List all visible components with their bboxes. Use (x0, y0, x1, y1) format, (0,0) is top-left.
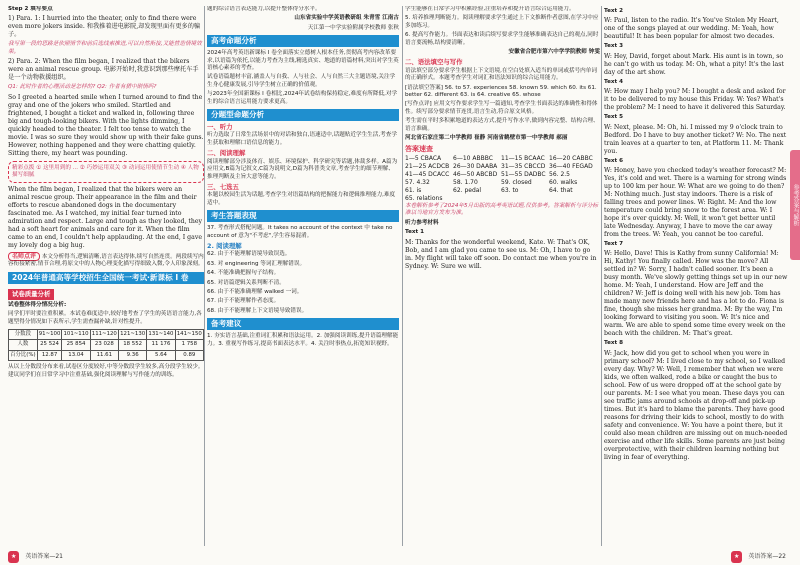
para-1: 2024年高考英语新课标 I 卷全面落实立德树人根本任务,贯彻高考内容改革要求,以语篇为依托,以能力考查为主线,精选真实、地道的语篇材料,突出对学生英语核心素养的考查。 (207, 50, 399, 72)
list-item: 65. 对语篇逻辑关系判断不清。 (207, 279, 285, 286)
exam-subtitle: 试卷质量分析 (8, 289, 54, 300)
exam-title: 2024年普通高等学校招生全国统一考试·新课标 I 卷 (8, 272, 204, 284)
banner-performance: 考生答题表现 (207, 210, 399, 222)
text-6-heading: Text 6 (604, 157, 623, 164)
answer-item: 63. to (501, 186, 519, 194)
text-8-heading: Text 8 (604, 340, 623, 347)
comment-tag: 名师点评 (8, 252, 40, 261)
text-8: W: Jack, how did you get to school when you were in primary school? M: I lived close to my school, so I walked every day. Why? W: Well, I remember that when we were kids, we often walked, rode a bike or caught the bus to school. Few of us were dropped off at the school gate by our parents. M: I see what you mean. These days you can see traffic jams around schools at drop-off and pick-up times. But it's hard to blame the parents. They have good reasons for driving their kids to school, mostly to do with safety and convenience. W: You have a point there, but it could also mean children are missing out on much-needed exercise and other life skills. Some parents are just being overprotective, with their children learning nothing but living in fear of everything. (604, 349, 788, 461)
text-5-heading: Text 5 (604, 114, 623, 121)
answer-item: 31—35 CBCCD (501, 162, 546, 170)
para-4: 语法填空部分要求学生根据上下文语境,在空白处填入适当的单词或括号内单词的正确形式。本题考查学生对词汇和语法知识的综合运用能力。 (405, 67, 597, 82)
qi-text: 本题以校园生活为话题,考查学生对语篇结构的把握能力和逻辑推理能力,难度适中。 (207, 192, 396, 206)
answers-note: 本卷解析参考了2024年5月出版的高考英语试题,仅供参考。答案解析与评分标准以当地官方发布为准。 (405, 202, 598, 217)
table-cell: 9.36 (118, 350, 146, 360)
para-2: 试卷语篇题材丰富,涵盖人与自我、人与社会、人与自然三大主题语境,关注学生身心健康发展,引导学生树立正确的价值观。 (207, 74, 396, 88)
table-cell: 11.61 (90, 350, 118, 360)
footer-left (8, 551, 63, 563)
text-4: W: How may I help you? M: I bought a desk and asked for it to be delivered to my house this Friday. W: Yes? What's the problem? M: I need to have it delivered this Saturday. (604, 88, 786, 112)
text-7: W: Hello, Dave! This is Kathy from sunny California! M: Hi, Kathy! You finally called. How was the move? All settled in? W: Sorry, I hadn't called sooner. It's been a busy month. We've slowly getting things set up in our new home. M: Yeah, I understand. How are Jeff and the children? W: Jeff is doing well with his new job. Tom has made many new friends here and has a lot to do. Fiona is fine, though she misses her grandma. M: By the way, I'm looking forward to visiting you soon. W: It's nice and warm. We are able to spend some time every week on the beach with the children. M: That's great. (604, 250, 788, 338)
answer-item: 11—15 BCAAC (501, 154, 545, 162)
analysis-heading: 试卷整体得分情况分析: (8, 301, 67, 308)
table-cell: 121~130 (118, 330, 146, 340)
sub-heading: 二、语法填空与写作 (405, 58, 463, 67)
answer-item: 41—45 DCACC (405, 170, 450, 178)
table-cell: 101~110 (62, 330, 90, 340)
qi-heading: 三、七选五 (207, 182, 239, 191)
table-cell: 25 854 (62, 340, 90, 350)
table-cell: 18 552 (118, 340, 146, 350)
footer-right (731, 551, 786, 563)
table-cell: 111~120 (90, 330, 118, 340)
page-number-left: 英语答案—21 (25, 553, 63, 560)
answers-heading: 答案速查 (405, 144, 433, 153)
answer-item: 56. 2.5 (549, 170, 570, 178)
text-7-heading: Text 7 (604, 241, 623, 248)
logo-icon: ★ (731, 551, 742, 563)
list-item: 67. 由于不能理解作者态度。 (207, 298, 280, 305)
answer-item: 6—10 ABBBC (453, 154, 493, 162)
note-box (8, 161, 204, 183)
advice-text: 1. 夯实语言基础,注重词汇积累和语法运用。2. 加强阅读训练,提升语篇理解能力。3. 重视写作练习,提高书面表达水平。4. 关注时事热点,拓宽知识视野。 (207, 333, 399, 347)
banner-exam-analysis: 高考命题分析 (207, 35, 399, 47)
text-1: M: Thanks for the wonderful weekend, Kate. W: That's OK, Bob, and I am glad you came to see us. M: Oh, I have to go in. My flight will take off soon. Do contact me when you're in Sydney. W: Sure we will. (405, 238, 597, 270)
answer-item: 58. 1.70 (453, 178, 478, 186)
answer-item: 65. relations (405, 194, 443, 202)
tip-1: 我写第一段的思路是依照情节和前后选线索推进,可以自然衔接,又能营造情境效果。 (8, 41, 202, 55)
table-cell: 13.04 (62, 350, 90, 360)
table-cell: 人数 (9, 340, 38, 350)
table-cell: 25 524 (37, 340, 62, 350)
list-item: 66. 由于不能准确理解 walked 一词。 (207, 288, 303, 295)
passage-tip-2: 2) Para. 2: When the film began, I realized that the bikers were an animal rescue group. 电影开始时,我意识到那些摩托车手是一个动物救援组织。 (8, 58, 199, 82)
table-cell: 91~100 (37, 330, 62, 340)
text-1-heading: Text 1 (405, 229, 424, 236)
answers-grid (405, 155, 600, 203)
list-item: 68. 由于不能理解上下文语境导致错误。 (207, 307, 308, 314)
table-cell: 23 028 (90, 340, 118, 350)
listening-text: 听力选取了日常生活场景中的对话和独白,语速适中,话题贴近学生生活,考查学生获取和理解口语信息的能力。 (207, 132, 397, 146)
table-cell: 1 758 (175, 340, 203, 350)
after-table-text: 从以上分数段分布来看,试卷区分度较好,中等分数段学生较多,高分段学生较少。建议同学们在日常学习中注重基础,强化阅读理解与写作能力的训练。 (8, 364, 204, 378)
text-5: W: Next, please. M: Oh, hi. I missed my 9 o'clock train to Bedford. Do I have to buy another ticket? W: No. The next train leaves at a quarter to ten, at Platform 11. M: Thank you. (604, 123, 787, 155)
table-cell: 分数段 (9, 330, 38, 340)
author-line: 安徽省合肥市第六中学学院教师 钟雯 (508, 49, 600, 56)
answer-item: 46—50 ABCBD (453, 170, 498, 178)
answer-item: 57. 4.32 (405, 178, 430, 186)
listening-material-heading: 听力参考材料 (405, 219, 439, 226)
author-line: 山东省实验中学英语教研组 朱青雪 江南古 (294, 15, 399, 22)
intro-text: 题的综合语言表达能力,以提升整体得分水平。 (207, 6, 321, 12)
list-item: 62. 由于不能理解语境导致误选。 (207, 251, 291, 258)
column-2 (207, 6, 399, 546)
step2-heading: Step 2 填写要点 (8, 6, 53, 12)
listening-heading: 一、听力 (207, 123, 233, 132)
reading-text: 阅读理解部分涉及体育、娱乐、环境保护、科学研究等话题,体裁多样。A篇为应用文,B篇为记叙文,C篇为说明文,D篇为科普类文章,考查学生的细节理解、推理判断及主旨大意等能力。 (207, 158, 398, 180)
table-cell: 11 176 (147, 340, 175, 350)
list-heading: 2. 阅读理解 (207, 241, 242, 250)
table-row (9, 330, 204, 340)
para-2: 5. 培养推理判断能力。阅读理解要求学生通过上下文推断作者意图,在学习中应多加练习。 (405, 15, 599, 29)
column-4 (604, 6, 788, 546)
performance-text: 37. 考查形式搭配问题。It takes no account of the context 中 take no account of 意为"不考虑",学生容易混淆。 (207, 225, 393, 239)
banner-advice: 备考建议 (207, 318, 399, 330)
answer-item: 62. pedal (453, 186, 482, 194)
comment-text: 本文分析得当,逻辑清晰,语言表达得体,续写自然连贯。两段续写内容衔接紧密,情节合理,将原文中的人物心理变化描写得细致入微,令人印象深刻。 (8, 254, 204, 268)
answer-item: 59. closed (501, 178, 532, 186)
table-row (9, 340, 204, 350)
para-6: [写作点评] 应用文写作要求学生写一篇通知,考查学生书面表达的准确性和得体性。续写部分要求情节连贯,语言生动,符合原文风格。 (405, 101, 598, 115)
table-cell: 百分比(%) (9, 350, 38, 360)
answer-item: 26—30 DAABA (453, 162, 498, 170)
side-tab: 参考答案与解析 (790, 150, 800, 260)
para-1: 学生能够在日常学习中积累经验,注重培养和提升语言综合运用能力。 (405, 6, 575, 12)
page-number-right: 英语答案—22 (748, 553, 786, 560)
sample-text: So I greeted a hearted smile when I turned around to find the gray and one of the jokers who smiled. Startled and frightened, I bought a ticket and walked in, following three big and tough-looking bikers. With the lights dimming, I quickly headed to the theater. I felt too tense to watch the movie. I was so sure they would show up with their fake guns. However, nothing happened and they were chatting quietly. Sitting there, my heart was pounding. (8, 93, 204, 157)
text-2-heading: Text 2 (604, 8, 623, 14)
answer-item: 60. walks (549, 178, 578, 186)
para-3: 与2023年全国新课标 I 卷相比,2024年试卷结构保持稳定,难度有所降低,对学生的综合语言运用能力要求更高。 (207, 91, 398, 105)
answer-item: 16—20 CABBC (549, 154, 593, 162)
footer-authors: 河北省石家庄第二中学教师 崔静 河南省鹤壁市第一中学教师 郝丽 (405, 135, 568, 142)
text-3: W: Hey, David, forget about Mark. His aunt is in town, so he can't go with us today. M: Oh, what a pity! It's the last day of the art show. (604, 52, 784, 76)
list-item: 63. 对 engineering 等词汇理解错误。 (207, 260, 306, 267)
para-7: 考生需在平时多积累地道的表达方式,提升写作水平,做到内容完整、结构合理、语言准确。 (405, 118, 599, 132)
analysis-text: 同学们平时要注重积累。本试卷难度适中,较好地考查了学生的英语语言能力,各题型得分情况如下表所示,学生需查漏补缺,针对性提升。 (8, 311, 202, 325)
text-6: W: Honey, have you checked today's weather forecast? M: Yes, it's cold and wet. There is a warning for strong winds up to 100 km per hour. W: What are we going to do then? M: Nothing much. Just stay indoors. There is a risk of falling trees and power lines. W: Right. M: And the low temperature could bring snow to the forest area. W: I hope it's over quickly. M: Well, it won't get better until late Wednesday. Anyway, I have to move the car away from the trees. W: Yeah, you cannot be too careful. (604, 167, 787, 239)
answer-item: 61. is (405, 186, 422, 194)
note-box-text: 精彩点拨 ① 这里用到的 ... ② 巧妙运用双关 ③ 动词运用使情节生动 ④ 人物描写细腻 (12, 164, 199, 178)
answer-item: 1—5 CBACA (405, 154, 442, 162)
reading-heading: 二、阅读理解 (207, 149, 246, 158)
question-1: Q1: 此时作者的心理活动是怎样的? Q2: 作者有猜中剧情吗? (8, 84, 157, 91)
banner-question-types: 分题型命题分析 (207, 109, 399, 121)
answer-item: 36—40 FEGAD (549, 162, 593, 170)
answer-item: 21—25 ACDCB (405, 162, 450, 170)
table-cell: 5.64 (147, 350, 175, 360)
table-cell: 131~140 (147, 330, 175, 340)
para-5: [语法填空答案] 56. to 57. experiences 58. known 59. which 60. its 61. better 62. different 63. is 64. creative 65. whose (405, 84, 597, 99)
table-cell: 141~150 (175, 330, 203, 340)
text-3-heading: Text 3 (604, 43, 623, 50)
answer-item: 64. that (549, 186, 573, 194)
table-cell: 0.89 (175, 350, 203, 360)
column-3 (405, 6, 600, 546)
list-item: 64. 不能准确把握句子结构。 (207, 270, 280, 277)
column-1 (8, 6, 204, 546)
text-4-heading: Text 4 (604, 78, 623, 85)
logo-icon: ★ (8, 551, 19, 563)
passage-1: 1) Para. 1: I hurried into the theater, only to find there were even more jokers inside. 和我推着进电影院,却发现里面有更多的骗子。 (8, 15, 201, 39)
passage-2: When the film began, I realized that the bikers were an animal rescue group. Their appearance in the film and their efforts to rescue abandoned dogs in the documentary fascinated me. As I watched, my initial fear turned into admiration and respect. Large and tough as they looked, they had a soft heart for animals and care for it. When the film came to an end, I couldn't help applauding. At the end, I gave my lovely dog a big hug. (8, 186, 203, 250)
table-row (9, 350, 204, 360)
score-table (8, 329, 204, 361)
para-3: 6. 提高写作能力。书面表达和读后续写要求学生能够准确表达自己的观点,同时语言要流畅,结构要清晰。 (405, 32, 599, 46)
table-cell: 12.87 (37, 350, 62, 360)
text-2: W: Paul, listen to the radio. It's You've Stolen My Heart, one of the songs played at our wedding. M: Yeah, how beautiful! It has been popular for almost two decades. (604, 17, 779, 41)
answer-item: 51—55 DADBC (501, 170, 546, 178)
school-line: 天江第一中学实验附属学校教师 张秋 (307, 24, 399, 31)
